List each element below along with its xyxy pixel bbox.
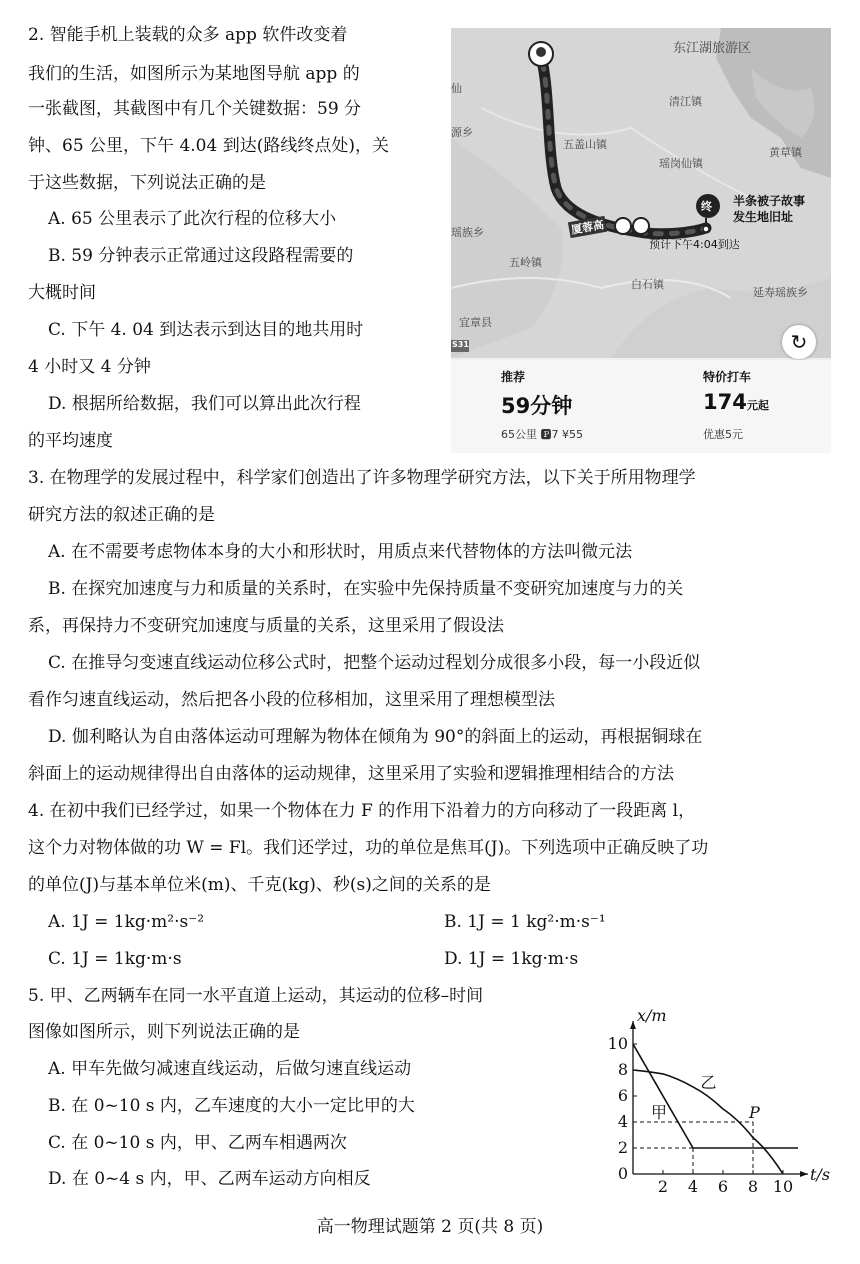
map-label: 仙 [451,82,462,95]
q3-option-c-cont: 看作匀速直线运动，然后把各小段的位移相加，这里采用了理想模型法 [28,690,555,710]
q2-line: 钟、65 公里，下午 4.04 到达(路线终点处)，关 [28,136,389,156]
map-label: 五岭镇 [509,256,542,269]
y-axis-label: x/m [637,1006,667,1025]
q3-option-b-cont: 系，再保持力不变研究加速度与质量的关系，这里采用了假设法 [28,616,504,636]
map-screenshot [451,28,831,453]
q2-option-c-cont: 4 小时又 4 分钟 [28,357,151,377]
q2-option-b: B. 59 分钟表示正常通过这段路程需要的 [48,246,354,266]
q5-option-c: C. 在 0~10 s 内，甲、乙两车相遇两次 [48,1133,347,1153]
destination-name: 发生地旧址 [733,210,794,224]
q2-line: 于这些数据，下列说法正确的是 [28,173,266,193]
q3-option-b: B. 在探究加速度与力和质量的关系时，在实验中先保持质量不变研究加速度与力的关 [48,579,684,599]
q2-line: 一张截图，其截图中有几个关键数据：59 分 [28,99,362,119]
q2-option-d-cont: 的平均速度 [28,431,113,451]
route-info: 65公里 🅿7 ¥55 [501,428,583,441]
route-summary-panel[interactable] [451,360,831,453]
page-footer: 高一物理试题第 2 页(共 8 页) [316,1217,544,1237]
x-tick-label: 6 [717,1177,729,1196]
map-label: 五盖山镇 [563,138,607,151]
q4-line: 这个力对物体做的功 W = Fl。我们还学过，功的单位是焦耳(J)。下列选项中正确反映了功 [28,838,709,858]
y-tick-label: 10 [607,1034,628,1053]
y-tick-label: 6 [617,1086,628,1105]
y-tick-label: 2 [617,1138,628,1157]
map-label: 瑶岗仙镇 [659,157,703,170]
q5-line: 图像如图所示，则下列说法正确的是 [28,1022,300,1042]
q4-option-c: C. 1J = 1kg·m·s [48,949,182,969]
q5-option-d: D. 在 0~4 s 内，甲、乙两车运动方向相反 [48,1169,371,1189]
q2-option-d: D. 根据所给数据，我们可以算出此次行程 [48,394,361,414]
taxi-price[interactable]: 174元起 [703,390,769,414]
destination-marker-icon: 终 [701,200,712,213]
q4-option-a: A. 1J = 1kg·m²·s⁻² [48,912,205,932]
q5-option-a: A. 甲车先做匀减速直线运动，后做匀速直线运动 [48,1059,412,1079]
q3-option-c: C. 在推导匀变速直线运动位移公式时，把整个运动过程划分成很多小段，每一小段近似 [48,653,701,673]
map-label: 东江湖旅游区 [673,41,752,56]
x-tick-label: 2 [657,1177,669,1196]
refresh-button[interactable] [782,325,816,359]
highway-label: 厦蓉高 [568,216,607,238]
series-jia-label: 甲 [651,1103,668,1123]
q5-line: 5. 甲、乙两辆车在同一水平直道上运动，其运动的位移–时间 [28,986,484,1006]
x-tick-label: 8 [747,1177,759,1196]
map-label: 黄草镇 [769,146,802,159]
taxi-discount: 优惠5元 [703,428,743,441]
map-label: 白石镇 [631,278,664,291]
q3-option-d: D. 伽利略认为自由落体运动可理解为物体在倾角为 90°的斜面上的运动，再根据铜球在 [48,727,703,747]
xt-graph [598,996,838,1196]
eta-text: 预计下午4:04到达 [649,238,740,251]
q5-option-b: B. 在 0~10 s 内，乙车速度的大小一定比甲的大 [48,1096,415,1116]
y-axis-arrow [630,1021,636,1029]
q3-line: 3. 在物理学的发展过程中，科学家们创造出了许多物理学研究方法，以下关于所用物理学 [28,468,696,488]
series-yi-label: 乙 [700,1073,717,1093]
road-number: S31 [452,340,469,349]
map-label: 源乡 [451,126,473,139]
q4-line: 的单位(J)与基本单位米(m)、千克(kg)、秒(s)之间的关系的是 [28,875,491,895]
map-label: 瑶族乡 [451,226,484,239]
destination-name: 半条被子故事 [733,194,806,208]
q3-option-d-cont: 斜面上的运动规律得出自由落体的运动规律，这里采用了实验和逻辑推理相结合的方法 [28,764,674,784]
map-label: 清江镇 [669,95,702,108]
taxi-label[interactable]: 特价打车 [703,370,752,384]
x-axis-arrow [800,1171,808,1177]
y-tick-label: 8 [617,1060,628,1079]
q3-line: 研究方法的叙述正确的是 [28,505,215,525]
point-label: P [749,1103,760,1122]
q4-line: 4. 在初中我们已经学过，如果一个物体在力 F 的作用下沿着力的方向移动了一段距离 l， [28,801,696,821]
map-label: 延寿瑶族乡 [753,286,808,299]
q4-option-d: D. 1J = 1kg·m·s [444,949,579,969]
series-jia-line [633,1044,798,1148]
q2-line: 我们的生活，如图所示为某地图导航 app 的 [28,64,360,84]
q2-option-b-cont: 大概时间 [28,283,96,303]
x-tick-label: 10 [772,1177,794,1196]
y-tick-label: 4 [617,1112,628,1131]
q2-line: 2. 智能手机上装载的众多 app 软件改变着 [28,25,348,45]
x-tick-label: 4 [687,1177,699,1196]
q4-option-b: B. 1J = 1 kg²·m·s⁻¹ [444,912,606,932]
q2-option-a: A. 65 公里表示了此次行程的位移大小 [48,209,337,229]
refresh-icon: ↻ [790,330,808,354]
map-view [451,28,831,358]
recommend-label: 推荐 [501,370,526,384]
origin-label: 0 [617,1164,628,1183]
duration-value: 59分钟 [501,394,573,418]
q3-option-a: A. 在不需要考虑物体本身的大小和形状时，用质点来代替物体的方法叫微元法 [48,542,633,562]
map-label: 宜章县 [459,316,492,329]
q2-option-c: C. 下午 4. 04 到达表示到达目的地共用时 [48,320,364,340]
x-axis-label: t/s [810,1165,831,1184]
